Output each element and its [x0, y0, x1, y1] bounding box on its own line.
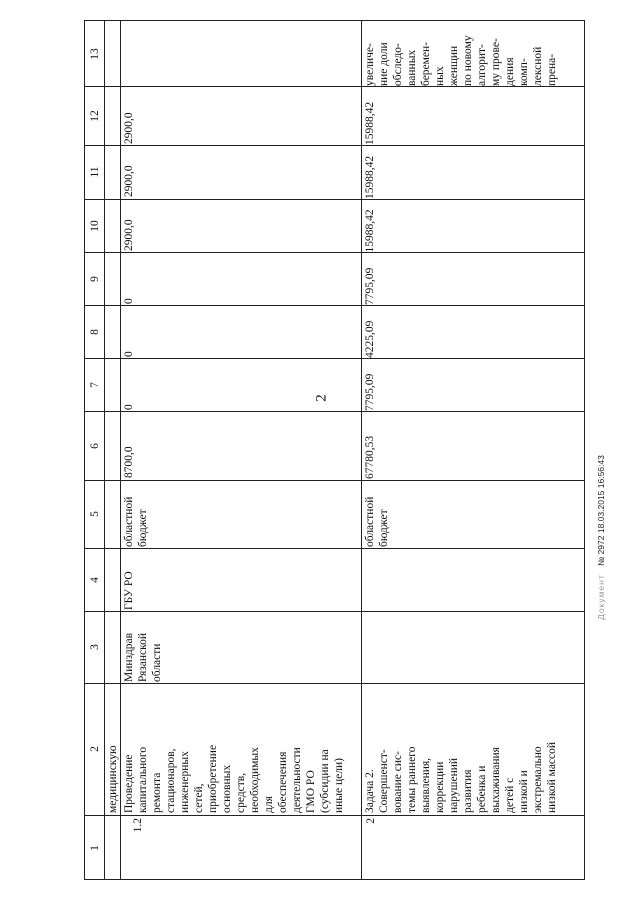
document-stamp — [596, 455, 606, 620]
row-1-y6: 2900,0 — [123, 111, 135, 144]
row-separator — [85, 411, 584, 412]
page-number: 2 — [313, 394, 330, 402]
row-1-y4: 2900,0 — [123, 218, 135, 251]
row-1-title: Проведение капитального ремонта стационаров, инженерных сетей, приобретение основных средств, необходимых для обеспечения деятельности ГМО РО (субсидии на иные цели) — [123, 744, 345, 813]
header-cell-1: 1 — [88, 845, 101, 851]
header-cell-9: 9 — [88, 275, 101, 282]
header-cell-2: 2 — [88, 746, 101, 752]
row-1-y5: 2900,0 — [123, 165, 135, 197]
header-cell-5: 5 — [88, 511, 101, 517]
doc-number: № 2972 — [596, 535, 606, 566]
row-2-y6: 15988,42 — [364, 101, 376, 145]
row-1-total: 8700,0 — [123, 445, 135, 478]
row-2-total: 67780,53 — [364, 435, 376, 479]
row-separator — [85, 480, 584, 481]
row-1-responsible: Минздрав Рязанской области — [123, 632, 163, 682]
row-1-source: областной бюджет — [123, 496, 149, 547]
header-cell-6: 6 — [88, 442, 101, 449]
row-separator — [85, 86, 584, 87]
table-row-1-col-1 — [121, 815, 361, 881]
header-cell-11: 11 — [88, 166, 101, 178]
table-row-0-col-2: медицинскую — [106, 745, 119, 813]
header-cell-8: 8 — [88, 328, 101, 335]
header-cell-12: 12 — [88, 109, 101, 122]
row-separator — [85, 305, 584, 306]
row-2-y2: 4225,09 — [364, 320, 376, 358]
row-2-source: областной бюджет — [364, 496, 390, 547]
row-2-number: 2 — [365, 818, 377, 824]
row-1-executor: ГБУ РО — [123, 570, 135, 610]
row-separator — [85, 199, 584, 200]
header-cell-4: 4 — [88, 576, 101, 583]
row-2-y1: 7795,09 — [364, 373, 376, 411]
row-2-y5: 15988,42 — [364, 155, 376, 199]
header-cell-7: 7 — [88, 381, 101, 388]
header-cell-10: 10 — [88, 219, 101, 232]
row-1-y1: 0 — [123, 403, 135, 410]
table-row-2-col-1 — [362, 815, 586, 881]
row-separator — [85, 145, 584, 146]
stamp-mark: Документ — [596, 574, 606, 620]
row-2-indicator: увеличе- ние доли обследо- ванных беремен- ных женщин по новому алгорит- му прове- дения комп- лексной прена- — [364, 34, 558, 86]
doc-datetime: 18.03.2015 16:56:43 — [596, 455, 606, 534]
header-cell-3: 3 — [88, 644, 101, 650]
row-separator — [85, 548, 584, 549]
row-1-y2: 0 — [123, 350, 135, 357]
program-table — [84, 20, 585, 880]
header-cell-13: 13 — [88, 47, 101, 60]
row-2-y3: 7795,09 — [364, 267, 376, 305]
row-2-title: Задача 2. Совершенст- вование сис- темы раннего выявления, коррекции нарушений развития ребенка и выхаживания детей с низкой и экстремально низкой массой — [364, 741, 558, 813]
col-separator — [361, 21, 362, 879]
row-separator — [85, 358, 584, 359]
row-2-y4: 15988,42 — [364, 208, 376, 252]
row-1-y3: 0 — [123, 297, 135, 304]
row-1-number: 1.2 — [132, 818, 144, 833]
row-separator — [85, 252, 584, 253]
